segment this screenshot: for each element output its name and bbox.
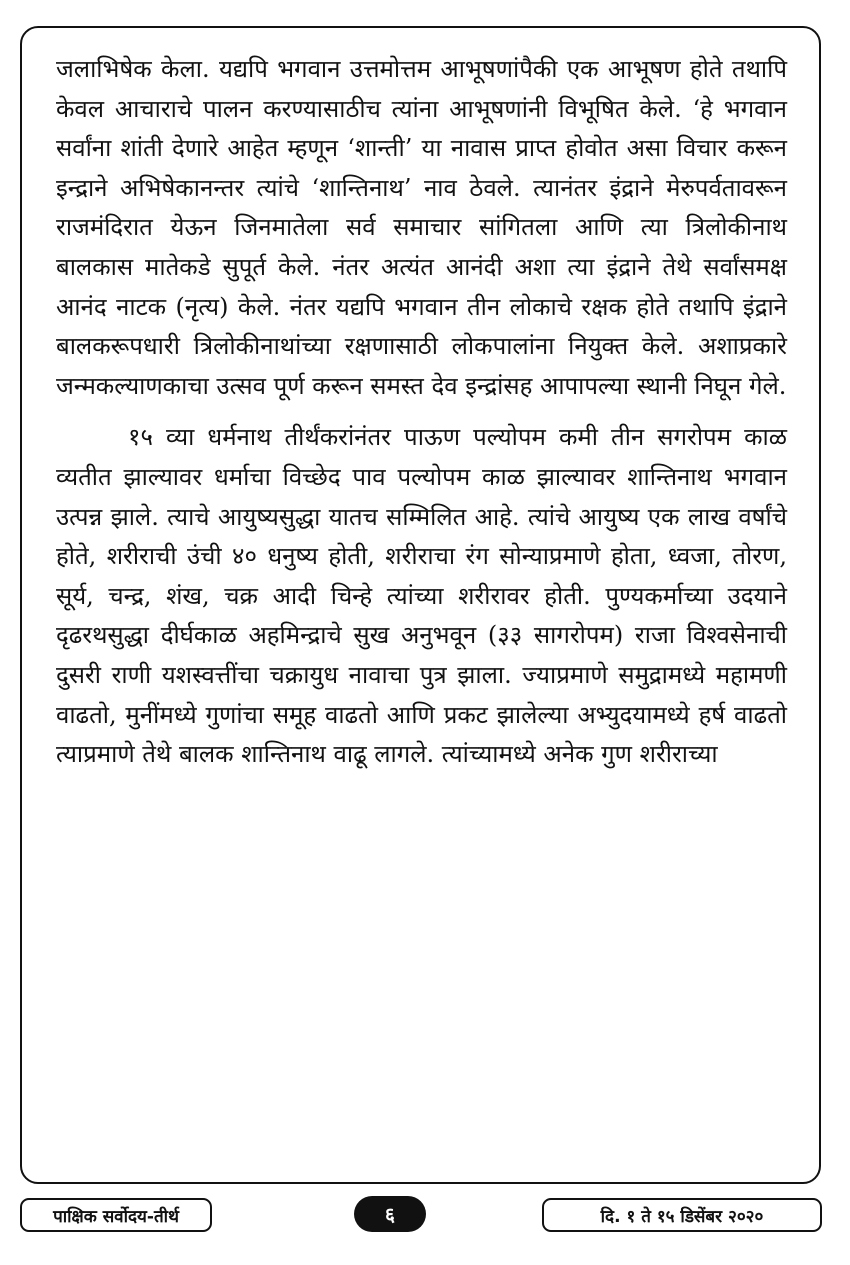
page-number: ६ — [354, 1196, 426, 1232]
body-text — [56, 50, 787, 775]
issue-date: दि. १ ते १५ डिसेंबर २०२० — [542, 1198, 822, 1232]
publication-name: पाक्षिक सर्वोदय-तीर्थ — [20, 1198, 212, 1232]
paragraph-1: जलाभिषेक केला. यद्यपि भगवान उत्तमोत्तम आभूषणांपैकी एक आभूषण होते तथापि केवल आचाराचे पालन करण्यासाठीच त्यांना आभूषणांनी विभूषित केले. ‘हे भगवान सर्वांना शांती देणारे आहेत म्हणून ‘शान्ती’ या नावास प्राप्त होवोत असा विचार करून इन्द्राने अभिषेकानन्तर त्यांचे ‘शान्तिनाथ’ नाव ठेवले. त्यानंतर इंद्राने मेरुपर्वतावरून राजमंदिरात येऊन जिनमातेला सर्व समाचार सांगितला आणि त्या त्रिलोकीनाथ बालकास मातेकडे सुपूर्त केले. नंतर अत्यंत आनंदी अशा त्या इंद्राने तेथे सर्वांसमक्ष आनंद नाटक (नृत्य) केले. नंतर यद्यपि भगवान तीन लोकाचे रक्षक होते तथापि इंद्राने बालकरूपधारी त्रिलोकीनाथांच्या रक्षणासाठी लोकपालांना नियुक्त केले. अशाप्रकारे जन्मकल्याणकाचा उत्सव पूर्ण करून समस्त देव इन्द्रांसह आपापल्या स्थानी निघून गेले. — [56, 55, 787, 400]
paragraph-2: १५ व्या धर्मनाथ तीर्थंकरांनंतर पाऊण पल्योपम कमी तीन सगरोपम काळ व्यतीत झाल्यावर धर्माचा विच्छेद पाव पल्योपम काळ झाल्यावर शान्तिनाथ भगवान उत्पन्न झाले. त्याचे आयुष्यसुद्धा यातच सम्मिलित आहे. त्यांचे आयुष्य एक लाख वर्षांचे होते, शरीराची उंची ४० धनुष्य होती, शरीराचा रंग सोन्याप्रमाणे होता, ध्वजा, तोरण, सूर्य, चन्द्र, शंख, चक्र आदी चिन्हे त्यांच्या शरीरावर होती. पुण्यकर्माच्या उदयाने दृढरथसुद्धा दीर्घकाळ अहमिन्द्राचे सुख अनुभवून (३३ सागरोपम) राजा विश्वसेनाची दुसरी राणी यशस्वत्तींचा चक्रायुध नावाचा पुत्र झाला. ज्याप्रमाणे समुद्रामध्ये महामणी वाढतो, मुनींमध्ये गुणांचा समूह वाढतो आणि प्रकट झालेल्या अभ्युदयामध्ये हर्ष वाढतो त्याप्रमाणे तेथे बालक शान्तिनाथ वाढू लागले. त्यांच्यामध्ये अनेक गुण शरीराच्या — [56, 423, 787, 769]
